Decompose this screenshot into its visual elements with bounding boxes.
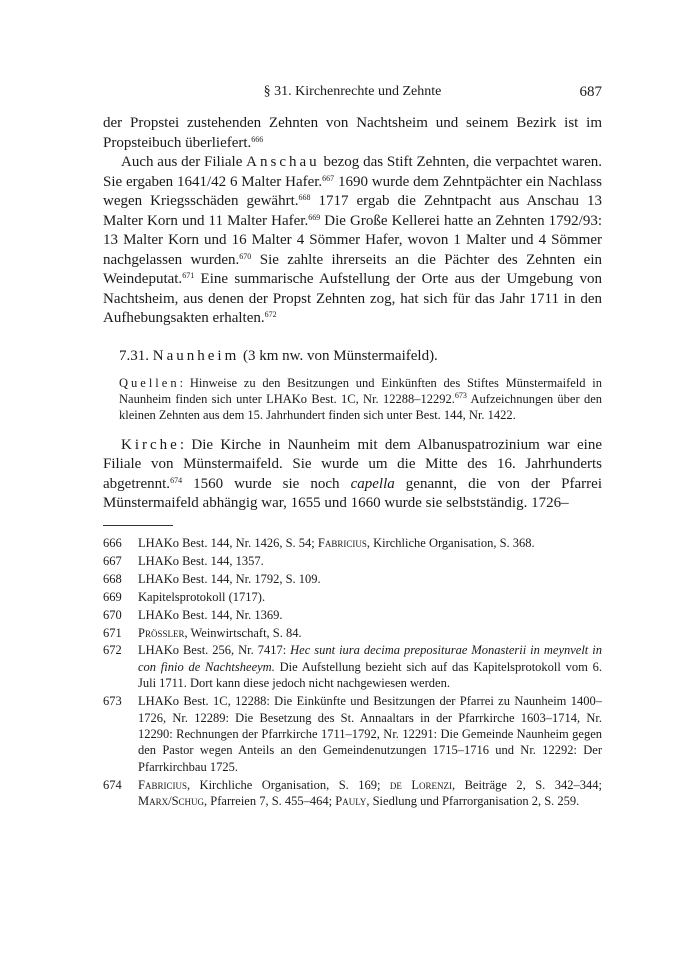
footnote-674: 674 Fabricius, Kirchliche Organisation, S. 169; de Lorenzi, Beiträge 2, S. 342–344; Marx/Schug, Pfarreien 7, S. 455–464; Pauly, Siedlung und Pfarrorganisation 2, S. 259. <box>103 777 602 809</box>
footnote-669: 669 Kapitelsprotokoll (1717). <box>103 589 266 604</box>
running-title: § 31. Kirchenrechte und Zehnte <box>263 84 442 99</box>
sources-block: Quellen: Hinweise zu den Besitzungen und Einkünften des Stiftes Münstermaifeld in Naunheim finden sich unter LHAKo Best. 1C, Nr. 12288–12292.$^{673}$ Aufzeichnungen über den kleinen Zehnten aus dem 15. Jahrhundert finden sich unter Best. 144, Nr. 1422. <box>119 376 602 423</box>
footnote-667: 667 LHAKo Best. 144, 1357. <box>103 553 264 568</box>
place-name-anschau: Anschau <box>246 154 320 170</box>
footnote-672: 672 LHAKo Best. 256, Nr. 7417: Hec sunt iura decima prepositurae Monasterii in meynvelt in con finio de Nachtsheeym. Die Aufstellung bezieht sich auf das Kapitelsprotokoll vom 6. Juli 1711. Dort kann diese jedoch nicht nachgewiesen werden. <box>103 643 602 691</box>
running-header <box>103 84 602 104</box>
footnote-ref[interactable]: 672 <box>264 310 277 319</box>
footnote-ref[interactable]: 673 <box>454 391 467 401</box>
page-number: 687 <box>579 84 602 100</box>
paragraph-nachtsheim: der Propstei zustehenden Zehnten von Nachtsheim und seinem Bezirk ist im Propsteibuch überliefert.$^{666}$ <box>103 115 602 151</box>
paragraph-kirche: Kirche: Die Kirche in Naunheim mit dem Albanuspatrozinium war eine Filiale von Münstermaifeld. Sie wurde um die Mitte des 16. Jahrhunderts abgetrennt.$^{674}$ 1560 wurde sie noch capella genannt, die von der Pfarrei Münstermaifeld abhängig war, 1655 und 1660 wurde sie selbstständig. 1726– <box>103 436 602 512</box>
footnote-ref[interactable]: 671 <box>182 271 195 280</box>
footnote-divider <box>103 525 173 526</box>
italic-term: capella <box>350 475 395 492</box>
footnote-671: 671 Prössler, Weinwirtschaft, S. 84. <box>103 625 302 640</box>
footnote-ref[interactable]: 674 <box>170 475 183 485</box>
footnote-ref[interactable]: 669 <box>308 212 321 222</box>
paragraph-anschau: Auch aus der Filiale Anschau bezog das Stift Zehnten, die verpachtet waren. Sie ergaben 1641/42 6 Malter Hafer.$^{667}$ 1690 wurde dem Zehntpächter ein Nachlass wegen Kriegsschäden gewährt.$^{668}$ 1717 ergab die Zehntpacht aus Anschau 13 Malter Korn und 11 Malter Hafer.$^{669}$ Die Große Kellerei hatte an Zehnten 1792/93: 13 Malter Korn und 16 Malter 4 Sömmer Hafer, wovon 1 Malter und 4 Sömmer nachgelassen wurden.$^{670}$ Sie zahlte ihrerseits an die Pächter des Zehnten ein Weindeputat.$^{671}$ Eine summarische Aufstellung der Orte aus der Umgebung von Nachtsheim, aus denen der Propst Zehnten zog, hat sich für das Jahr 1711 in den Aufhebungsakten erhalten.$^{672}$ <box>103 154 602 326</box>
footnote-ref[interactable]: 667 <box>322 173 335 183</box>
footnote-666: 666 LHAKo Best. 144, Nr. 1426, S. 54; Fabricius, Kirchliche Organisation, S. 368. <box>103 536 535 550</box>
section-heading: 7.31. Naunheim (3 km nw. von Münstermaifeld). <box>119 347 438 364</box>
footnote-668: 668 LHAKo Best. 144, Nr. 1792, S. 109. <box>103 571 321 586</box>
footnote-670: 670 LHAKo Best. 144, Nr. 1369. <box>103 607 283 622</box>
sources-label: Quellen <box>119 376 180 390</box>
footnote-ref[interactable]: 670 <box>239 251 252 261</box>
footnotes <box>103 535 602 811</box>
footnote-ref[interactable]: 666 <box>251 134 264 144</box>
place-name-naunheim: Naunheim <box>152 347 240 364</box>
kirche-label: Kirche <box>121 436 180 453</box>
footnote-ref[interactable]: 668 <box>298 193 311 202</box>
footnote-673: 673 LHAKo Best. 1C, 12288: Die Einkünfte und Besitzungen der Pfarrei zu Naunheim 1400–1726, Nr. 12289: Die Besetzung des St. Annaaltars in der Pfarrkirche 1603–1714, Nr. 12290: Rechnungen der Pfarrkirche 1711–1792, Nr. 12291: Die Gemeinde Naunheim gegen den Pastor wegen Anteils an den Gemeindenutzungen 1715–1716 und Nr. 12292: Der Pfarrkirchbau 1725. <box>103 694 602 774</box>
main-text <box>103 114 602 514</box>
